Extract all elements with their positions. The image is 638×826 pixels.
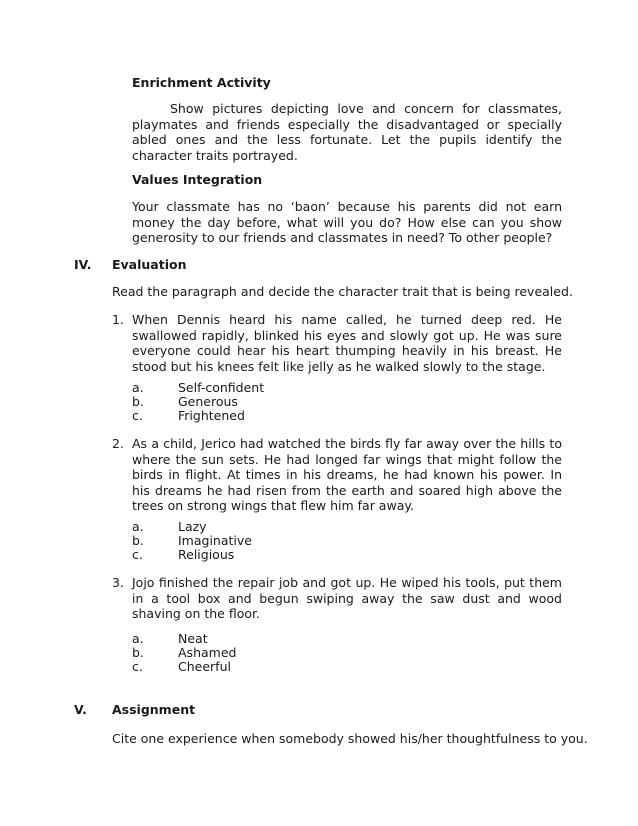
option-letter: b. (132, 645, 144, 660)
evaluation-numeral: IV. (74, 257, 92, 272)
assignment-text: Cite one experience when somebody showed his/her thoughtfulness to you. (112, 731, 588, 746)
option-letter: a. (132, 631, 144, 646)
option-text: Cheerful (178, 659, 231, 674)
option-text: Neat (178, 631, 208, 646)
values-body: Your classmate has no ‘baon’ because his parents did not earn money the day before, what will you do? How else can you show generosity to our friends and classmates in need? To other people? (132, 199, 562, 245)
option-text: Religious (178, 547, 235, 562)
option-text: Generous (178, 394, 238, 409)
item-text: Jojo finished the repair job and got up. He wiped his tools, put them in a tool box and begun swiping away the saw dust and wood shaving on the floor. (132, 575, 562, 621)
option-letter: c. (132, 659, 143, 674)
option-letter: c. (132, 408, 143, 423)
option-text: Self-confident (178, 380, 265, 395)
enrichment-heading: Enrichment Activity (132, 75, 271, 90)
assignment-heading: Assignment (112, 702, 196, 717)
option-text: Imaginative (178, 533, 252, 548)
evaluation-heading: Evaluation (112, 257, 187, 272)
values-heading: Values Integration (132, 172, 263, 187)
option-text: Frightened (178, 408, 245, 423)
option-letter: a. (132, 519, 144, 534)
option-letter: c. (132, 547, 143, 562)
item-number: 1. (112, 312, 124, 327)
item-text: When Dennis heard his name called, he turned deep red. He swallowed rapidly, blinked his eyes and slowly got up. He was sure everyone could hear his heart thumping heavily in his breast. He stood but his knees felt like jelly as he walked slowly to the stage. (132, 312, 562, 374)
item-number: 2. (112, 436, 124, 451)
option-text: Ashamed (178, 645, 237, 660)
item-number: 3. (112, 575, 124, 590)
assignment-numeral: V. (74, 702, 87, 717)
option-letter: b. (132, 394, 144, 409)
option-letter: b. (132, 533, 144, 548)
evaluation-instruction: Read the paragraph and decide the character trait that is being revealed. (112, 284, 573, 299)
item-text: As a child, Jerico had watched the birds fly far away over the hills to where the sun sets. He had longed far wings that might follow the birds in flight. At times in his dreams, he had known his power. In his dreams he had risen from the earth and soared high above the trees on strong wings that flew him far away. (132, 436, 562, 513)
option-letter: a. (132, 380, 144, 395)
option-text: Lazy (178, 519, 207, 534)
enrichment-body: Show pictures depicting love and concern for classmates, playmates and friends especially the disadvantaged or specially abled ones and the less fortunate. Let the pupils identify the character traits portrayed. (132, 101, 562, 163)
